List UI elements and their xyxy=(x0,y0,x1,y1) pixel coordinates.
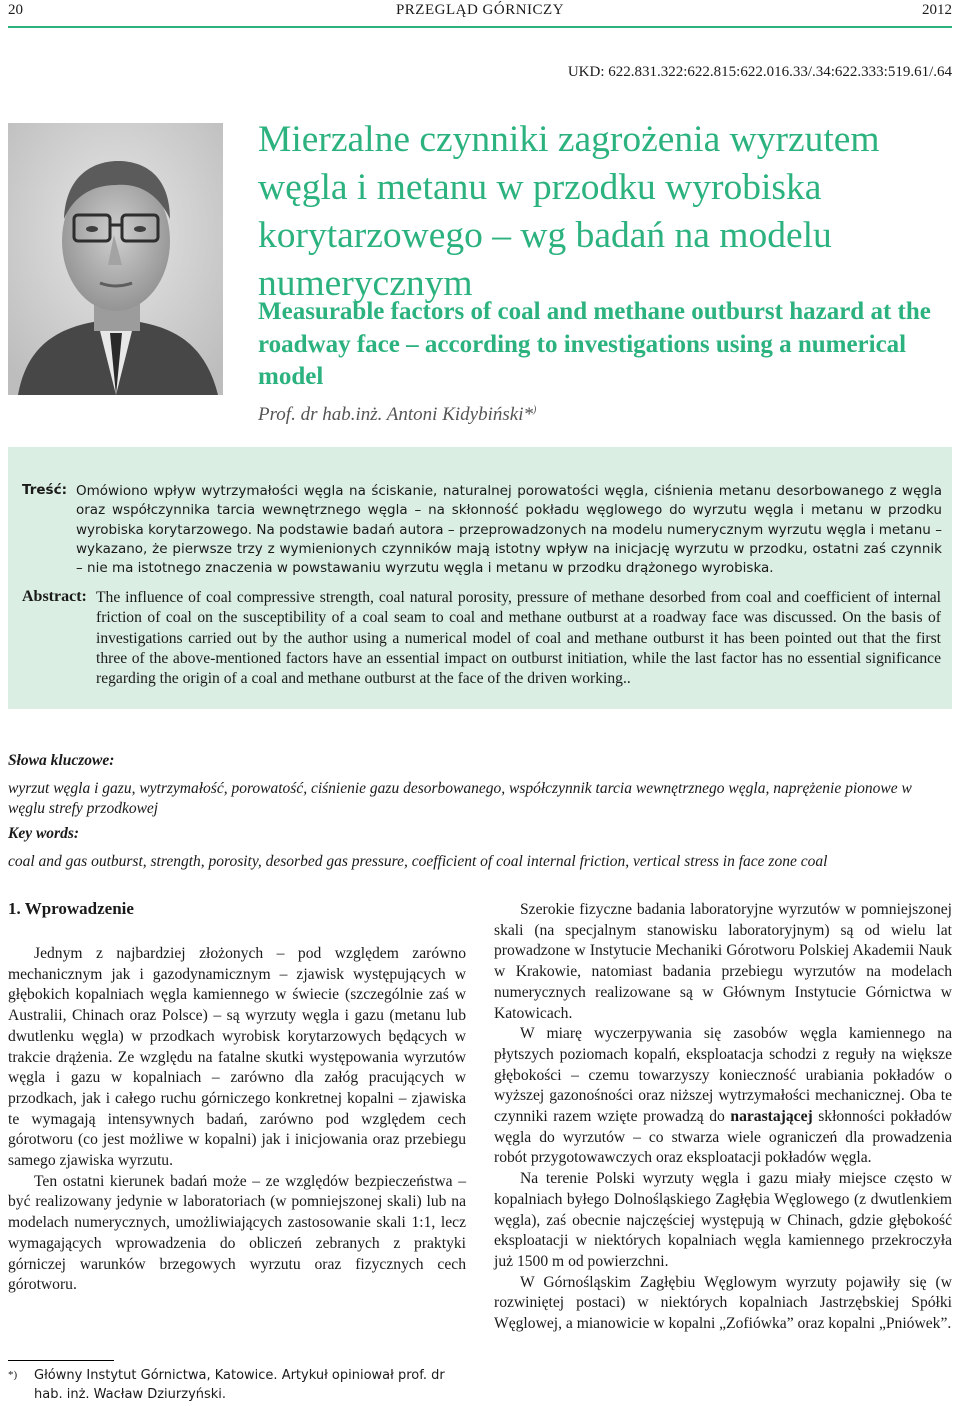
author-line xyxy=(258,404,536,426)
ukd-classification: UKD: 622.831.322:622.815:622.016.33/.34:622.333:519.61/.64 xyxy=(567,64,952,80)
journal-name: PRZEGLĄD GÓRNICZY xyxy=(395,2,565,18)
body-column-right xyxy=(494,900,952,1335)
body-column-left xyxy=(8,944,466,1296)
emphasized-word: narastającej xyxy=(730,1108,813,1126)
author-footnote-mark: ) xyxy=(532,404,537,416)
author-portrait-image xyxy=(8,123,223,395)
paragraph-end: skłonności pokładów węgla do wyrzutów – co stwarza wiele ograniczeń dla prowadzenia robót przygotowawczych oraz eksploatacji pokładów węgla. xyxy=(494,1108,952,1167)
author-photo xyxy=(8,123,223,395)
body-paragraph: Na terenie Polski wyrzuty węgla i gazu miały miejsce często w kopalniach byłego Dolnośląskiego Zagłębia Węglowego (z dwutlenkiem węgla), zaś obecnie najczęściej występują w Chinach, gdzie głębokość eksploatacji w niektórych kopalniach węgla kamiennego przekroczyła już 1500 m od powierzchni. xyxy=(494,1170,952,1270)
summary-polish-label: Treść: xyxy=(22,482,67,498)
body-paragraph: W Górnośląskim Zagłębiu Węglowym wyrzuty pojawiły się (w rozwiniętej postaci) w niektórych kopalniach Jastrzębskiej Spółki Węglowej, a mianowicie w kopalni „Zofiówka” oraz kopalni „Pniówek”. xyxy=(494,1273,952,1333)
body-paragraph: Jednym z najbardziej złożonych – pod względem zarówno mechanicznym jak i gazodynamicznym – zjawisk występujących w głębokich kopalniach węgla kamiennego w świecie (szczególnie zaś w Australii, Chinach oraz Polsce) – są wyrzuty węgla i gazu (metanu lub dwutlenku węgla) w przodkach wyrobisk korytarzowych będących w trakcie drążenia. Ze względu na fatalne skutki występowania wyrzutów węgla i gazu w kopalniach – zarówno dla załóg pracujących w przodkach, jak i całego ruchu górniczego konkretnej kopalni – zjawiska te wymagają intensywnych badań, zarówno pod względem cech górotworu (co jest możliwe w kopalni) jak i inicjowania oraz przebiegu samego zjawiska wyrzutu. xyxy=(8,945,466,1170)
abstract-english-label: Abstract: xyxy=(22,588,87,605)
article-title-polish: Mierzalne czynniki zagrożenia wyrzutem węgla i metanu w przodku wyrobiska korytarzowego – wg badań na modelu numerycznym xyxy=(258,119,880,304)
author-name: Prof. dr hab.inż. Antoni Kidybiński* xyxy=(258,404,533,425)
footnote-mark: *) xyxy=(8,1369,18,1381)
keywords-english-text: coal and gas outburst, strength, porosity, desorbed gas pressure, coefficient of coal internal friction, vertical stress in face zone coal xyxy=(8,853,828,870)
header-divider xyxy=(8,26,952,28)
footnote-divider xyxy=(8,1360,114,1361)
body-paragraph-emphasis xyxy=(494,1024,952,1169)
summary-polish-text: Omówiono wpływ wytrzymałości węgla na ściskanie, naturalnej porowatości węgla, ciśnienia metanu desorbowanego z węgla oraz współczynnika tarcia wewnętrznego węgla – na skłonność pokładu węglowego do wyrzutu węgla i metanu w przodku wyrobiska korytarzowego. Na podstawie badań autora – przeprowadzonych na modelu numerycznym wyrzutu węgla i metanu – wykazano, że pierwsze trzy z wymienionych czynników mają istotny wpływ na inicjację wyrzutu w przodku, ostatni zaś czynnik – nie ma istotnego znaczenia w powstawaniu wyrzutu węgla i metanu w przodku drążonego wyrobiska. xyxy=(76,483,942,577)
section-heading: 1. Wprowadzenie xyxy=(8,899,134,918)
publication-year: 2012 xyxy=(922,2,952,18)
keywords-polish-text: wyrzut węgla i gazu, wytrzymałość, porowatość, ciśnienie gazu desorbowanego, współczynnik tarcia wewnętrznego węgla, naprężenie pionowe w węglu strefy przodkowej xyxy=(8,780,912,817)
page-number: 20 xyxy=(8,2,23,18)
body-paragraph: Szerokie fizyczne badania laboratoryjne wyrzutów w pomniejszonej skali (na specjalnym stanowisku laboratoryjnym) są od wielu lat prowadzone w Instytucie Mechaniki Górotworu Polskiej Akademii Nauk w Krakowie, natomiast badania przebiegu wyrzutów na modelach numerycznych realizowane są w Głównym Instytucie Górnictwa w Katowicach. xyxy=(494,901,952,1022)
footnote-text: Główny Instytut Górnictwa, Katowice. Artykuł opiniował prof. dr hab. inż. Wacław Dziurzyński. xyxy=(34,1368,445,1402)
paragraph-start: W miarę wyczerpywania się zasobów węgla kamiennego na płytszych poziomach kopalń, eksploatacja schodzi z reguły na większe głębokości – czemu towarzyszy konieczność urabiania pokładów o wyższej gazonośności oraz niższej wytrzymałości mechanicznej. Oba te czynniki razem wzięte prowadzą do xyxy=(494,1025,952,1126)
keywords-polish-title: Słowa kluczowe: xyxy=(8,752,115,769)
running-header xyxy=(8,2,952,24)
body-paragraph: Ten ostatni kierunek badań może – ze względów bezpieczeństwa – być realizowany jedynie w laboratoriach (w pomniejszonej skali) lub na modelach numerycznych, umożliwiających zastosowanie skali 1:1, lecz wymagających wprowadzenia do obliczeń zebranych z praktyki górniczej warunków brzegowych wyrzutu oraz fizycznych cech górotworu. xyxy=(8,1172,466,1294)
keywords-english-title: Key words: xyxy=(8,825,80,842)
article-title-english: Measurable factors of coal and methane outburst hazard at the roadway face – according to investigations using a numerical model xyxy=(258,298,931,390)
abstract-english-text: The influence of coal compressive strength, coal natural porosity, pressure of methane desorbed from coal and coefficient of internal friction of coal on the susceptibility of a coal seam to coal and methane outburst at a roadway face was discussed. On the basis of investigations carried out by the author using a numerical model of coal and methane outburst it has been pointed out that the first three of the above-mentioned factors have an essential impact on outburst initiation, while the last factor has no essential significance regarding the origin of a coal and methane outburst at the face of the driven working.. xyxy=(96,589,941,688)
